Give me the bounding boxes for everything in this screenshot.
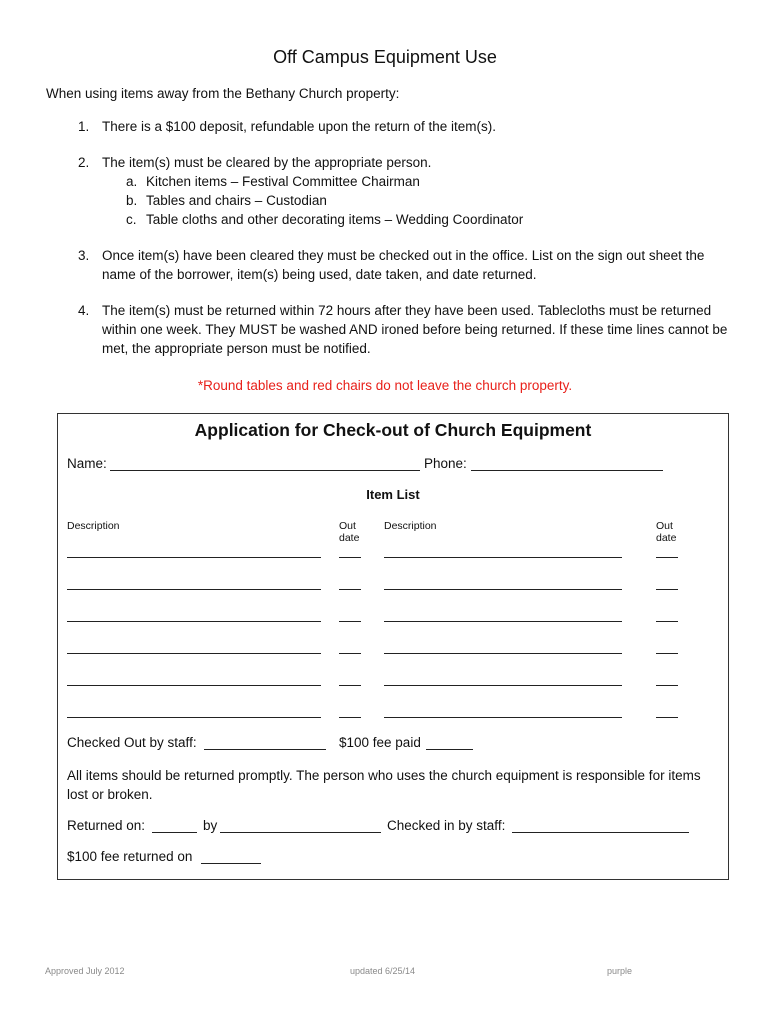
rule-number: 2. [78, 155, 90, 170]
fee-paid-field[interactable] [426, 749, 473, 750]
footer-approved: Approved July 2012 [45, 966, 125, 976]
rule-number: 4. [78, 303, 90, 318]
intro-text: When using items away from the Bethany Church property: [46, 86, 400, 101]
name-label: Name: [67, 456, 107, 471]
item-out-date-field[interactable] [339, 685, 361, 686]
checked-in-label: Checked in by staff: [387, 818, 506, 833]
rule-text: There is a $100 deposit, refundable upon the return of the item(s). [102, 119, 496, 134]
item-out-date-field[interactable] [339, 621, 361, 622]
item-out-date-field[interactable] [339, 653, 361, 654]
item-description-field[interactable] [67, 717, 321, 718]
phone-field[interactable] [471, 470, 663, 471]
item-out-date-field[interactable] [339, 717, 361, 718]
item-out-date-field[interactable] [656, 557, 678, 558]
item-description-field[interactable] [67, 685, 321, 686]
subitem-text: Table cloths and other decorating items – Wedding Coordinator [146, 212, 524, 227]
subitem-text: Tables and chairs – Custodian [146, 193, 327, 208]
returned-on-label: Returned on: [67, 818, 146, 833]
subitem-letter: a. [126, 174, 138, 189]
item-description-field[interactable] [384, 653, 622, 654]
rule-text: The item(s) must be cleared by the appropriate person. [102, 155, 432, 170]
item-description-field[interactable] [384, 717, 622, 718]
description-header-right: Description [384, 520, 437, 532]
item-out-date-field[interactable] [656, 589, 678, 590]
item-out-date-field[interactable] [339, 589, 361, 590]
form-title: Application for Check-out of Church Equipment [194, 420, 592, 440]
rule-item [78, 246, 728, 284]
rule-subitem [102, 172, 728, 191]
out-date-header-left [339, 520, 359, 544]
footer-color: purple [607, 966, 633, 976]
item-out-date-field[interactable] [656, 621, 678, 622]
returned-on-field[interactable] [152, 832, 197, 833]
out-date-header-right [656, 520, 676, 544]
item-description-field[interactable] [384, 557, 622, 558]
item-description-field[interactable] [384, 621, 622, 622]
subitem-text: Kitchen items – Festival Committee Chairman [146, 174, 420, 189]
checked-out-staff-field[interactable] [204, 749, 326, 750]
notice-text: *Round tables and red chairs do not leave the church property. [197, 378, 573, 393]
item-description-field[interactable] [67, 621, 321, 622]
rule-subitem [102, 210, 728, 229]
item-description-field[interactable] [67, 589, 321, 590]
rule-item [78, 301, 728, 358]
rule-text: The item(s) must be returned within 72 hours after they have been used. Tablecloths must be returned within one week. They MUST be washed AND ironed before being returned. If these time lines cannot be met, the appropriate person must be notified. [102, 303, 728, 356]
checkout-form-box [57, 413, 729, 880]
rule-subitem [102, 191, 728, 210]
date-label: date [339, 532, 360, 544]
rules-list [78, 117, 728, 375]
date-label: date [656, 532, 677, 544]
item-out-date-field[interactable] [656, 685, 678, 686]
fee-returned-label: $100 fee returned on [67, 849, 193, 864]
out-label: Out [656, 520, 673, 532]
description-header-left: Description [67, 520, 120, 532]
name-field[interactable] [110, 470, 420, 471]
out-label: Out [339, 520, 356, 532]
subitem-letter: b. [126, 193, 138, 208]
item-description-field[interactable] [67, 653, 321, 654]
item-list-title: Item List [366, 487, 420, 502]
rule-item [78, 117, 728, 136]
rule-item [78, 153, 728, 229]
rule-text: Once item(s) have been cleared they must be checked out in the office. List on the sign out sheet the name of the borrower, item(s) being used, date taken, and date returned. [102, 248, 705, 282]
item-out-date-field[interactable] [339, 557, 361, 558]
responsibility-text: All items should be returned promptly. The person who uses the church equipment is responsible for items lost or broken. [67, 768, 701, 802]
fee-paid-label: $100 fee paid [339, 735, 421, 750]
checked-out-label: Checked Out by staff: [67, 735, 197, 750]
rule-number: 1. [78, 119, 90, 134]
item-out-date-field[interactable] [656, 717, 678, 718]
footer-updated: updated 6/25/14 [350, 966, 416, 976]
checked-in-staff-field[interactable] [512, 832, 689, 833]
item-description-field[interactable] [67, 557, 321, 558]
by-label: by [203, 818, 218, 833]
fee-returned-field[interactable] [201, 863, 261, 864]
item-description-field[interactable] [384, 589, 622, 590]
subitem-letter: c. [126, 212, 137, 227]
rule-number: 3. [78, 248, 90, 263]
item-out-date-field[interactable] [656, 653, 678, 654]
page-title: Off Campus Equipment Use [273, 47, 497, 67]
phone-label: Phone: [424, 456, 467, 471]
returned-by-field[interactable] [220, 832, 381, 833]
item-description-field[interactable] [384, 685, 622, 686]
